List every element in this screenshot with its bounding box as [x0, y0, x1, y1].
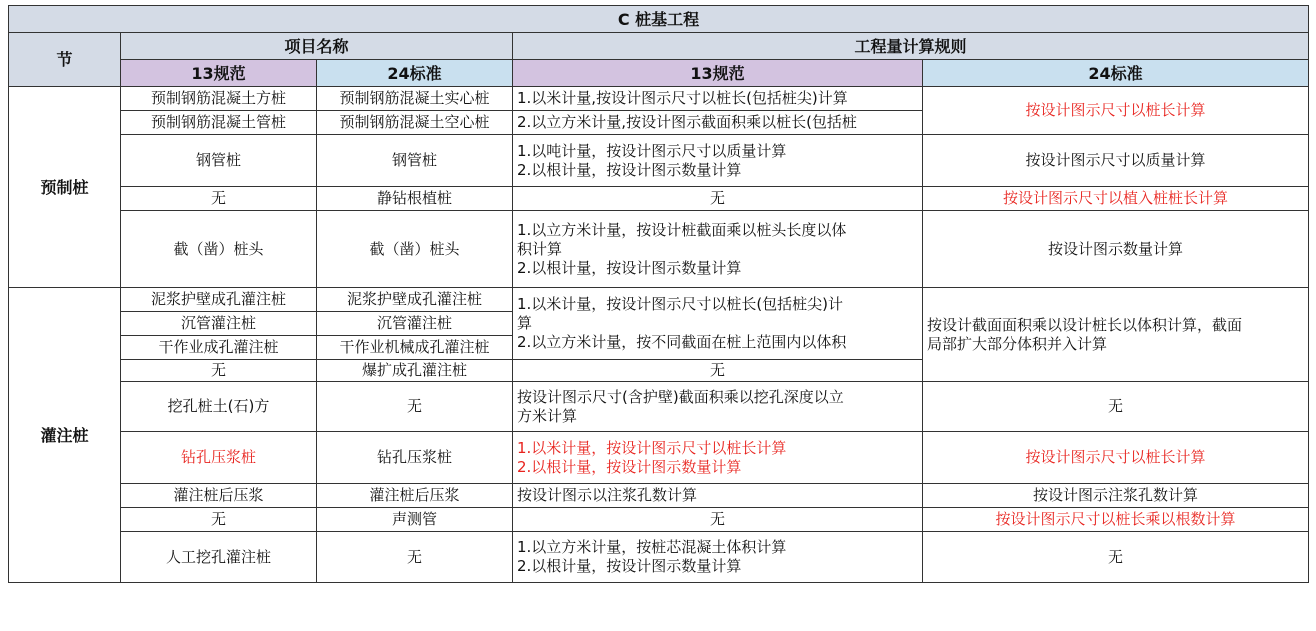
rule-line: 2.以根计量，按设计图示数量计算 — [517, 457, 742, 476]
cell-name-13: 钢管桩 — [121, 135, 317, 187]
table-row — [9, 187, 1309, 211]
cell-name-24: 沉管灌注桩 — [317, 312, 513, 336]
cell-rule-24: 按设计图示数量计算 — [923, 211, 1309, 288]
cell-rule-13 — [513, 288, 923, 360]
table-row — [9, 382, 1309, 432]
cell-name-24: 钻孔压浆桩 — [317, 432, 513, 484]
rule-line: 1.以吨计量，按设计图示尺寸以质量计算 — [517, 141, 787, 160]
rule-line: 2.以根计量，按设计图示数量计算 — [517, 557, 742, 575]
cell-name-13: 钻孔压浆桩 — [121, 432, 317, 484]
cell-name-13: 人工挖孔灌注桩 — [121, 532, 317, 583]
cell-name-13: 灌注桩后压浆 — [121, 484, 317, 508]
header-rule-13: 13规范 — [513, 60, 923, 87]
cell-rule-24: 按设计图示注浆孔数计算 — [923, 484, 1309, 508]
table-row — [9, 508, 1309, 532]
cell-rule-24: 按设计图示尺寸以桩长计算 — [923, 432, 1309, 484]
header-rule-24: 24标准 — [923, 60, 1309, 87]
table-row — [9, 432, 1309, 484]
header-section: 节 — [9, 33, 121, 87]
cell-rule-13 — [513, 432, 923, 484]
rule-line: 按设计图示尺寸(含护壁)截面积乘以挖孔深度以立 — [517, 387, 844, 406]
cell-name-24: 干作业机械成孔灌注桩 — [317, 336, 513, 360]
cell-rule-13: 无 — [513, 187, 923, 211]
rule-line: 方米计算 — [517, 406, 578, 425]
section-precast-pile: 预制桩 — [9, 87, 121, 288]
table-row — [9, 532, 1309, 583]
cell-name-24: 静钻根植桩 — [317, 187, 513, 211]
rule-line: 2.以根计量，按设计图示数量计算 — [517, 258, 742, 277]
cell-rule-24: 按设计图示尺寸以质量计算 — [923, 135, 1309, 187]
cell-name-13: 挖孔桩土(石)方 — [121, 382, 317, 432]
cell-rule-13: 无 — [513, 360, 923, 382]
cell-name-24: 钢管桩 — [317, 135, 513, 187]
cell-rule-13 — [513, 532, 923, 583]
cell-name-13: 沉管灌注桩 — [121, 312, 317, 336]
cell-name-13: 泥浆护壁成孔灌注桩 — [121, 288, 317, 312]
cell-name-24: 截（凿）桩头 — [317, 211, 513, 288]
section-cast-in-place-pile: 灌注桩 — [9, 288, 121, 583]
cell-name-24: 声测管 — [317, 508, 513, 532]
table-title: C 桩基工程 — [9, 6, 1309, 33]
cell-rule-13 — [513, 382, 923, 432]
cell-rule-13: 1.以米计量,按设计图示尺寸以桩长(包括桩尖)计算 — [513, 87, 923, 111]
cell-name-13: 预制钢筋混凝土管桩 — [121, 111, 317, 135]
rule-line: 算 — [517, 314, 533, 332]
cell-name-24: 预制钢筋混凝土空心桩 — [317, 111, 513, 135]
cell-name-24: 无 — [317, 532, 513, 583]
cell-name-13: 无 — [121, 187, 317, 211]
table-row — [9, 87, 1309, 111]
header-project-name: 项目名称 — [121, 33, 513, 60]
cell-name-24: 灌注桩后压浆 — [317, 484, 513, 508]
cell-rule-24: 按设计图示尺寸以桩长计算 — [923, 87, 1309, 135]
cell-rule-24: 无 — [923, 382, 1309, 432]
cell-rule-24: 按设计图示尺寸以桩长乘以根数计算 — [923, 508, 1309, 532]
table-row — [9, 211, 1309, 288]
cell-rule-24: 无 — [923, 532, 1309, 583]
header-name-24: 24标准 — [317, 60, 513, 87]
cell-rule-24 — [923, 288, 1309, 382]
pile-foundation-table — [8, 5, 1309, 583]
cell-name-24: 爆扩成孔灌注桩 — [317, 360, 513, 382]
cell-rule-13: 2.以立方米计量,按设计图示截面积乘以桩长(包括桩 — [513, 111, 923, 135]
cell-name-13: 无 — [121, 360, 317, 382]
cell-name-24: 无 — [317, 382, 513, 432]
cell-name-13: 预制钢筋混凝土方桩 — [121, 87, 317, 111]
cell-name-13: 无 — [121, 508, 317, 532]
cell-rule-13: 无 — [513, 508, 923, 532]
cell-name-13: 干作业成孔灌注桩 — [121, 336, 317, 360]
rule-line: 1.以立方米计量，按桩芯混凝土体积计算 — [517, 538, 787, 556]
table-row — [9, 288, 1309, 312]
rule-line: 1.以米计量，按设计图示尺寸以桩长(包括桩尖)计 — [517, 295, 844, 313]
table-row — [9, 135, 1309, 187]
rule-line: 1.以立方米计量，按设计桩截面乘以桩头长度以体 — [517, 220, 847, 239]
cell-rule-24: 按设计图示尺寸以植入桩桩长计算 — [923, 187, 1309, 211]
cell-rule-13: 按设计图示以注浆孔数计算 — [513, 484, 923, 508]
cell-rule-13 — [513, 135, 923, 187]
header-calc-rules: 工程量计算规则 — [513, 33, 1309, 60]
rule-line: 局部扩大部分体积并入计算 — [927, 334, 1108, 353]
rule-line: 2.以立方米计量，按不同截面在桩上范围内以体积 — [517, 333, 847, 351]
cell-name-13: 截（凿）桩头 — [121, 211, 317, 288]
cell-name-24: 泥浆护壁成孔灌注桩 — [317, 288, 513, 312]
header-name-13: 13规范 — [121, 60, 317, 87]
table-row — [9, 484, 1309, 508]
cell-name-24: 预制钢筋混凝土实心桩 — [317, 87, 513, 111]
rule-line: 1.以米计量，按设计图示尺寸以桩长计算 — [517, 438, 787, 457]
rule-line: 积计算 — [517, 239, 563, 258]
cell-rule-13 — [513, 211, 923, 288]
rule-line: 2.以根计量，按设计图示数量计算 — [517, 160, 742, 179]
rule-line: 按设计截面面积乘以设计桩长以体积计算，截面 — [927, 315, 1243, 334]
